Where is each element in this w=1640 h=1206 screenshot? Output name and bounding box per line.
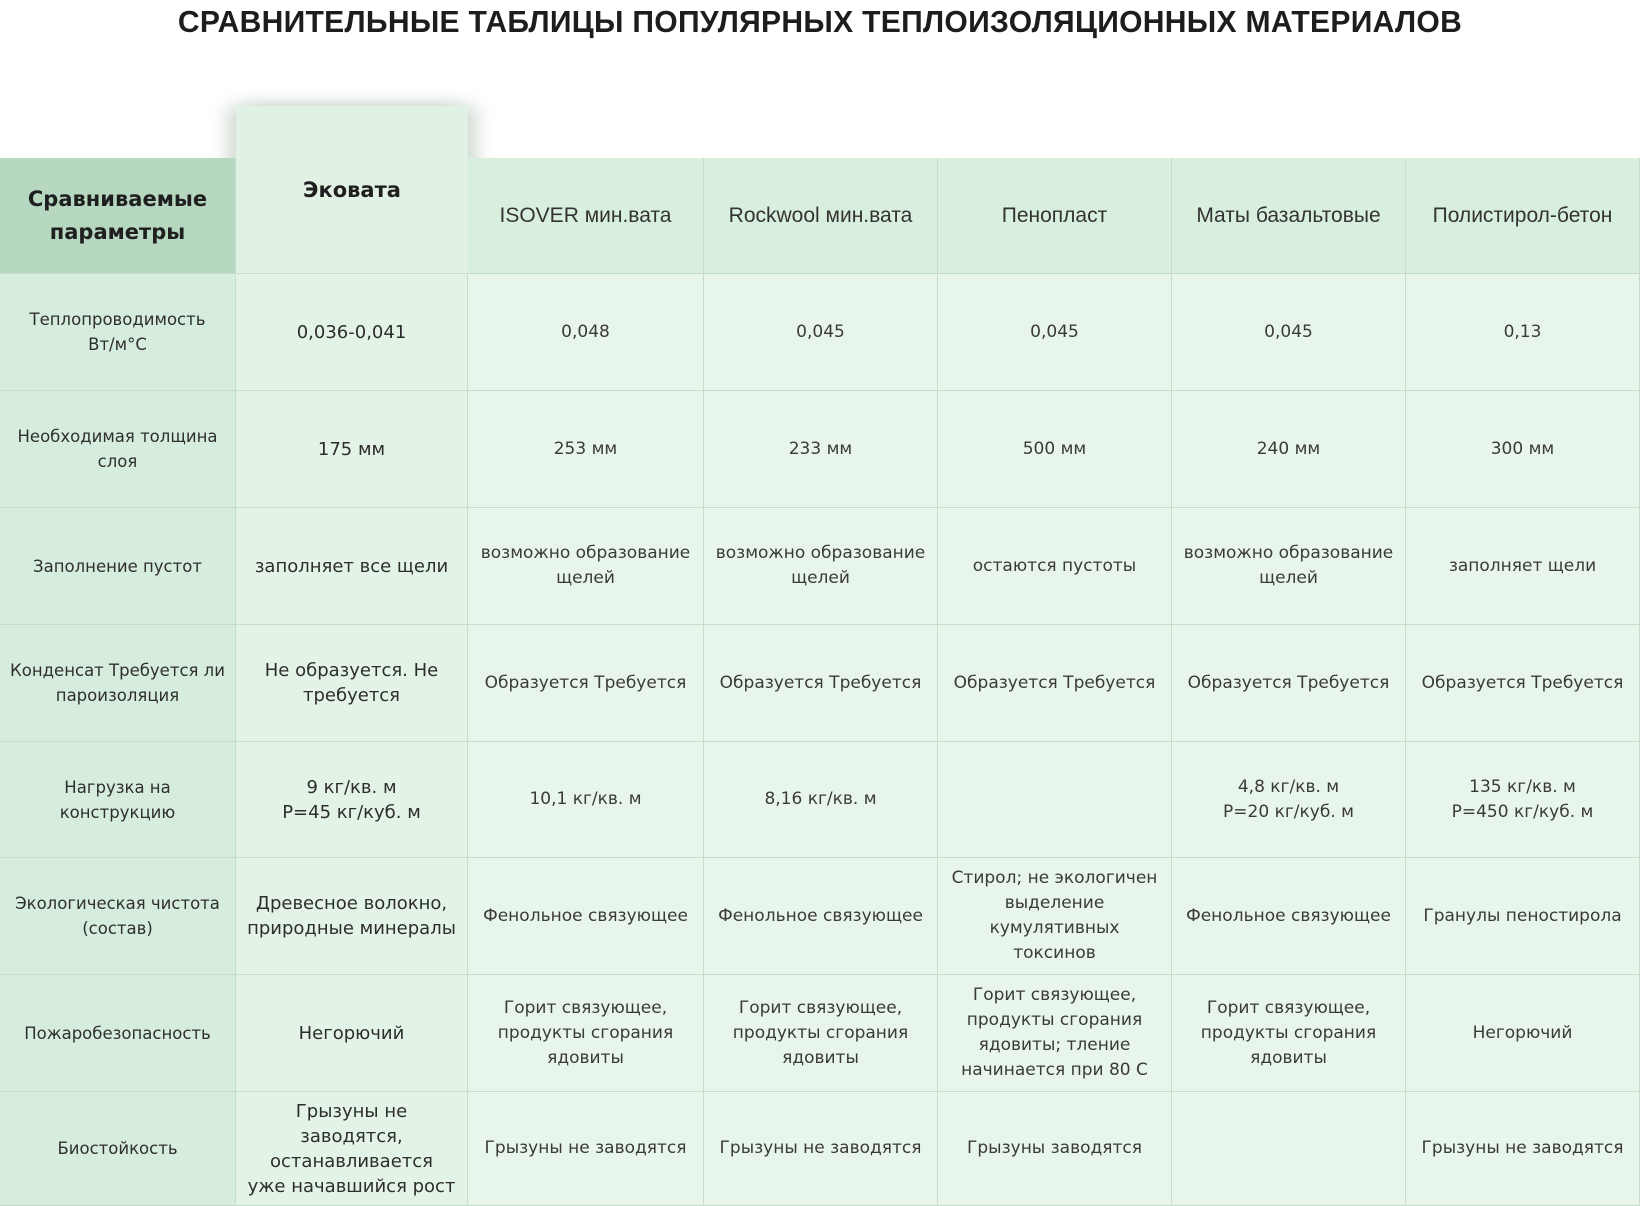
cell-ecowool: Не образуется. Не требуется	[236, 625, 468, 742]
cell-penoplast: 0,045	[938, 274, 1172, 391]
row-param: Конденсат Требуется ли пароизоляция	[0, 625, 236, 742]
cell-basalt: Горит связующее, продукты сгорания ядовиты	[1172, 975, 1406, 1092]
cell-polystyrene-concrete: заполняет щели	[1406, 508, 1640, 625]
cell-polystyrene-concrete: 135 кг/кв. м Р=450 кг/куб. м	[1406, 742, 1640, 858]
cell-ecowool: 0,036-0,041	[236, 274, 468, 391]
cell-polystyrene-concrete: Гранулы пеностирола	[1406, 858, 1640, 975]
cell-polystyrene-concrete: Грызуны не заводятся	[1406, 1092, 1640, 1206]
cell-ecowool: Негорючий	[236, 975, 468, 1092]
cell-basalt	[1172, 1092, 1406, 1206]
row-param: Экологическая чистота (состав)	[0, 858, 236, 975]
header-col-penoplast: Пенопласт	[938, 158, 1172, 274]
cell-polystyrene-concrete: 300 мм	[1406, 391, 1640, 508]
cell-polystyrene-concrete: Негорючий	[1406, 975, 1640, 1092]
cell-isover: возможно образование щелей	[468, 508, 704, 625]
header-col-isover: ISOVER мин.вата	[468, 158, 704, 274]
cell-penoplast: Горит связующее, продукты сгорания ядовиты; тление начинается при 80 С	[938, 975, 1172, 1092]
cell-isover: Грызуны не заводятся	[468, 1092, 704, 1206]
cell-rockwool: возможно образование щелей	[704, 508, 938, 625]
cell-isover: Горит связующее, продукты сгорания ядовиты	[468, 975, 704, 1092]
cell-polystyrene-concrete: Образуется Требуется	[1406, 625, 1640, 742]
header-param: Сравниваемые параметры	[0, 158, 236, 274]
row-param: Пожаробезопасность	[0, 975, 236, 1092]
cell-rockwool: Горит связующее, продукты сгорания ядовиты	[704, 975, 938, 1092]
cell-basalt: Образуется Требуется	[1172, 625, 1406, 742]
cell-rockwool: Образуется Требуется	[704, 625, 938, 742]
comparison-table	[0, 158, 1640, 1206]
cell-basalt: Фенольное связующее	[1172, 858, 1406, 975]
cell-basalt: 4,8 кг/кв. м Р=20 кг/куб. м	[1172, 742, 1406, 858]
cell-isover: Фенольное связующее	[468, 858, 704, 975]
cell-basalt: 240 мм	[1172, 391, 1406, 508]
header-col-ecowool: Эковата	[236, 106, 468, 274]
cell-penoplast: остаются пустоты	[938, 508, 1172, 625]
cell-ecowool: заполняет все щели	[236, 508, 468, 625]
cell-rockwool: 233 мм	[704, 391, 938, 508]
cell-polystyrene-concrete: 0,13	[1406, 274, 1640, 391]
cell-rockwool: 8,16 кг/кв. м	[704, 742, 938, 858]
cell-rockwool: Грызуны не заводятся	[704, 1092, 938, 1206]
cell-rockwool: Фенольное связующее	[704, 858, 938, 975]
cell-penoplast: Стирол; не экологичен выделение кумулятивных токсинов	[938, 858, 1172, 975]
header-col-polystyrene-concrete: Полистирол-бетон	[1406, 158, 1640, 274]
cell-isover: 10,1 кг/кв. м	[468, 742, 704, 858]
row-param: Теплопроводимость Вт/м°С	[0, 274, 236, 391]
cell-penoplast: 500 мм	[938, 391, 1172, 508]
row-param: Заполнение пустот	[0, 508, 236, 625]
page-title: СРАВНИТЕЛЬНЫЕ ТАБЛИЦЫ ПОПУЛЯРНЫХ ТЕПЛОИЗОЛЯЦИОННЫХ МАТЕРИАЛОВ	[177, 4, 1463, 39]
cell-penoplast	[938, 742, 1172, 858]
cell-isover: 253 мм	[468, 391, 704, 508]
cell-ecowool: 175 мм	[236, 391, 468, 508]
cell-ecowool: Древесное волокно, природные минералы	[236, 858, 468, 975]
cell-isover: Образуется Требуется	[468, 625, 704, 742]
cell-ecowool: Грызуны не заводятся, останавливается уже начавшийся рост	[236, 1092, 468, 1206]
row-param: Нагрузка на конструкцию	[0, 742, 236, 858]
row-param: Биостойкость	[0, 1092, 236, 1206]
header-col-rockwool: Rockwool мин.вата	[704, 158, 938, 274]
cell-penoplast: Образуется Требуется	[938, 625, 1172, 742]
header-col-basalt: Маты базальтовые	[1172, 158, 1406, 274]
cell-isover: 0,048	[468, 274, 704, 391]
cell-rockwool: 0,045	[704, 274, 938, 391]
cell-penoplast: Грызуны заводятся	[938, 1092, 1172, 1206]
cell-ecowool: 9 кг/кв. м Р=45 кг/куб. м	[236, 742, 468, 858]
row-param: Необходимая толщина слоя	[0, 391, 236, 508]
cell-basalt: 0,045	[1172, 274, 1406, 391]
cell-basalt: возможно образование щелей	[1172, 508, 1406, 625]
